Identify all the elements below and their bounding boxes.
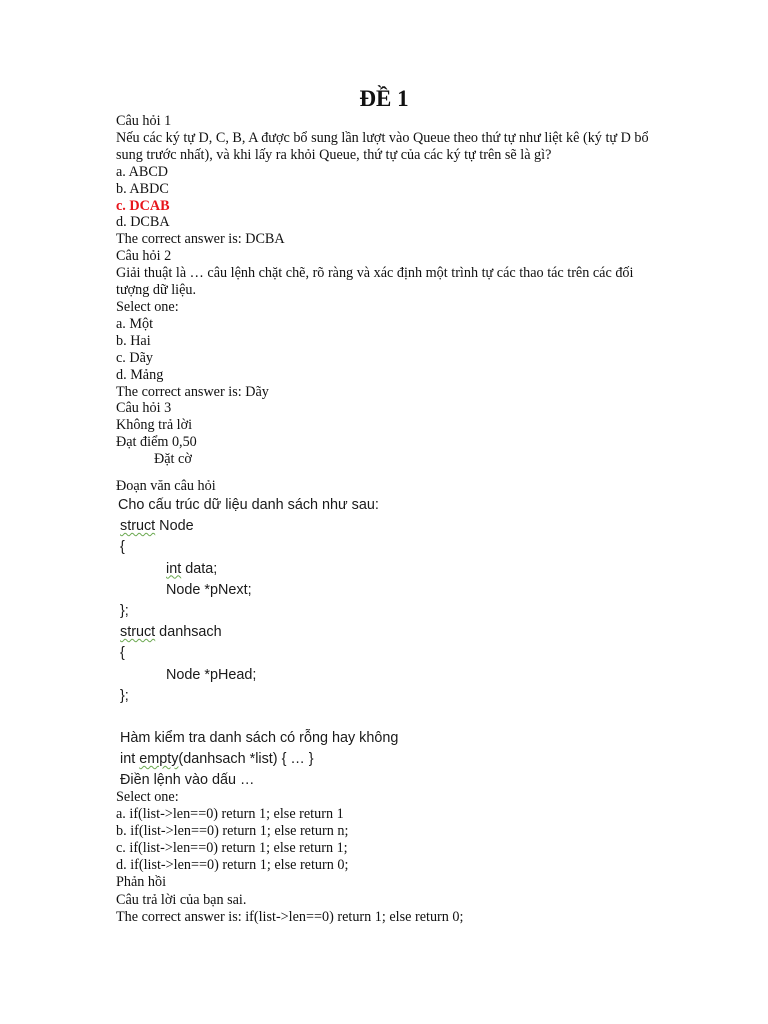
q3-option-d: d. if(list->len==0) return 1; else return 0; xyxy=(116,857,349,874)
code-close-brace: }; xyxy=(120,687,129,704)
q1-option-a: a. ABCD xyxy=(116,163,169,180)
spacer xyxy=(116,468,656,478)
q3-option-a: a. if(list->len==0) return 1; else return 1 xyxy=(116,806,344,823)
sig-prefix: int xyxy=(120,751,140,768)
q2-option-a: a. Một xyxy=(116,315,154,332)
q3-score: Đạt điểm 0,50 xyxy=(116,434,197,451)
passage-task: Hàm kiểm tra danh sách có rỗng hay không xyxy=(120,730,399,747)
code-field-phead: Node *pHead; xyxy=(166,666,257,683)
q1-text: Nếu các ký tự D, C, B, A được bổ sung lần lượt vào Queue theo thứ tự như liệt kê (ký tự D bổ sung trước nhất), và khi lấy ra khỏi Queue, thứ tự của các ký tự trên sẽ là gì? xyxy=(116,129,649,163)
q3-feedback: Câu trả lời của bạn sai. xyxy=(116,891,247,908)
q3-flag: Đặt cờ xyxy=(154,451,192,468)
code-struct-node xyxy=(118,516,438,537)
passage-intro: Cho cấu trúc dữ liệu danh sách như sau: xyxy=(118,497,379,513)
function-signature xyxy=(118,749,438,770)
question-list xyxy=(116,113,656,495)
q1-option-c-selected: c. DCAB xyxy=(116,197,170,214)
passage-fill-instruction: Điền lệnh vào dấu … xyxy=(120,772,255,789)
q2-option-b: b. Hai xyxy=(116,332,151,349)
q3-heading: Câu hỏi 3 xyxy=(116,400,172,417)
code-open-brace: { xyxy=(120,539,125,556)
document-title: ĐỀ 1 xyxy=(359,86,409,111)
sig-rest: (danhsach *list) { … } xyxy=(178,751,314,768)
q3-option-c: c. if(list->len==0) return 1; else return 1; xyxy=(116,840,348,857)
code-open-brace: { xyxy=(120,645,125,662)
code-field-data xyxy=(118,559,438,580)
q2-correct-answer: The correct answer is: Dãy xyxy=(116,383,269,400)
code-passage-image xyxy=(118,495,438,792)
struct-keyword: struct xyxy=(120,624,156,641)
code-struct-danhsach xyxy=(118,622,438,643)
spacer xyxy=(118,707,438,728)
struct-name: danhsach xyxy=(155,624,222,641)
q3-status: Không trả lời xyxy=(116,417,193,434)
q2-option-d: d. Mảng xyxy=(116,366,164,383)
q1-heading: Câu hỏi 1 xyxy=(116,113,172,129)
code-close-brace: }; xyxy=(120,603,129,620)
field-data-text: data; xyxy=(181,560,218,577)
q3-option-b: b. if(list->len==0) return 1; else return n; xyxy=(116,823,349,840)
q1-correct-answer: The correct answer is: DCBA xyxy=(116,231,285,248)
q1-option-d: d. DCBA xyxy=(116,214,170,231)
q3-feedback-label: Phản hồi xyxy=(116,874,167,891)
int-keyword: int xyxy=(166,560,182,577)
q2-heading: Câu hỏi 2 xyxy=(116,248,172,265)
q2-select-label: Select one: xyxy=(116,298,179,315)
q1-option-b: b. ABDC xyxy=(116,180,169,197)
struct-keyword: struct xyxy=(120,518,156,535)
struct-name: Node xyxy=(155,518,194,535)
q3-select-label: Select one: xyxy=(116,789,179,805)
q2-option-c: c. Dãy xyxy=(116,349,154,366)
q2-text: Giải thuật là … câu lệnh chặt chẽ, rõ ràng và xác định một trình tự các thao tác trên các đối tượng dữ liệu. xyxy=(116,265,634,299)
code-field-pnext: Node *pNext; xyxy=(166,581,252,598)
q3-correct-answer: The correct answer is: if(list->len==0) return 1; else return 0; xyxy=(116,908,464,925)
q3-passage-label: Đoạn văn câu hỏi xyxy=(116,478,216,495)
q3-answers xyxy=(116,789,463,926)
sig-function-name: empty xyxy=(139,751,179,768)
